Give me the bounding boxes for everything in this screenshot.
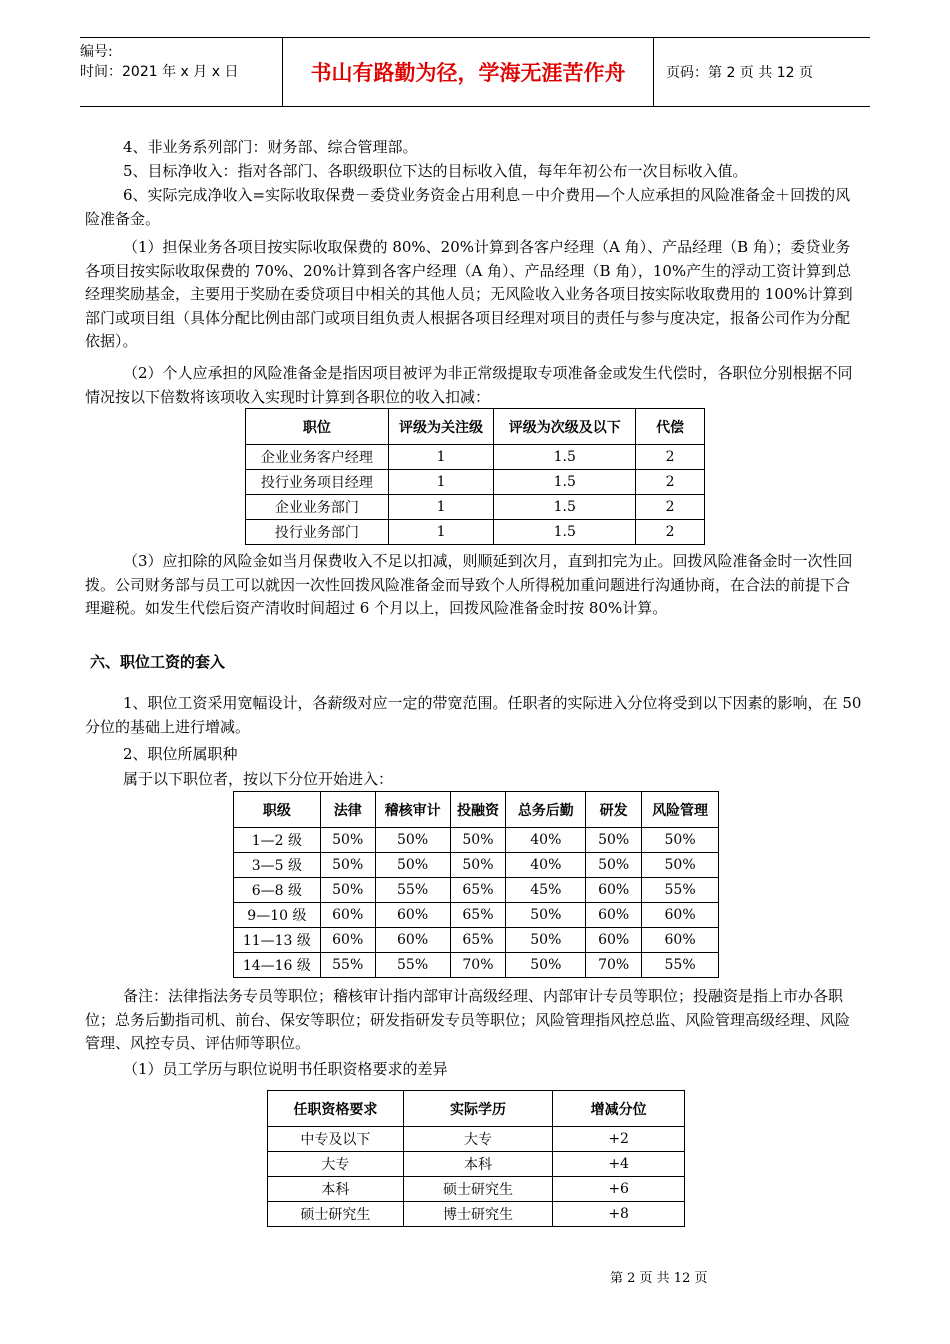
table-cell: 50% xyxy=(642,853,719,878)
table-cell: 硕士研究生 xyxy=(268,1202,404,1227)
table-cell: 50% xyxy=(320,828,375,853)
table-cell: +4 xyxy=(553,1152,685,1177)
table-cell: 65% xyxy=(450,903,506,928)
table-cell: 65% xyxy=(450,928,506,953)
grade-percentile-table xyxy=(233,791,719,978)
table-cell: 50% xyxy=(506,903,586,928)
table-header-cell: 任职资格要求 xyxy=(268,1091,404,1127)
table-cell: 投行业务项目经理 xyxy=(246,470,389,495)
table-cell: 60% xyxy=(642,928,719,953)
table-cell: +6 xyxy=(553,1177,685,1202)
table-cell: 1.5 xyxy=(494,520,636,545)
table-header-cell: 总务后勤 xyxy=(506,792,586,828)
table-cell: 50% xyxy=(375,853,450,878)
table-header-row xyxy=(268,1091,685,1127)
table-cell: 企业业务客户经理 xyxy=(246,445,389,470)
table-cell: 45% xyxy=(506,878,586,903)
table-row xyxy=(234,878,719,903)
table-cell: 1 xyxy=(388,520,494,545)
table-cell: 1 xyxy=(388,495,494,520)
table-cell: 50% xyxy=(642,828,719,853)
table-cell: 50% xyxy=(586,828,642,853)
doc-number-label: 编号: xyxy=(80,44,113,60)
table-cell: 11—13 级 xyxy=(234,928,321,953)
table-cell: 50% xyxy=(450,828,506,853)
paragraph-6-1: （1）担保业务各项目按实际收取保费的 80%、20%计算到各客户经理（A 角）、产品经理（B 角）；委贷业务各项目按实际收取保费的 70%、20%计算到各客户经理（A 角）、产品经理（B 角），10%产生的浮动工资计算到总经理奖励基金，主要用于奖励在委贷项目中相关的其他人员；无风险收入业务各项目按实际收取费用的 100%计算到部门或项目组（具体分配比例由部门或项目组负责人根据各项目经理对项目的责任与参与度决定，报备公司作为分配依据）。 xyxy=(85,238,853,350)
table-cell: 55% xyxy=(375,878,450,903)
page-footer: 第 2 页 共 12 页 xyxy=(610,1271,708,1286)
table-cell: 60% xyxy=(375,903,450,928)
table-row xyxy=(246,445,705,470)
table-cell: 本科 xyxy=(403,1152,553,1177)
table-cell: 本科 xyxy=(268,1177,404,1202)
table-cell: 60% xyxy=(586,878,642,903)
table-cell: 2 xyxy=(636,520,705,545)
table-cell: 50% xyxy=(506,928,586,953)
table-row xyxy=(234,828,719,853)
table-cell: 3—5 级 xyxy=(234,853,321,878)
table-cell: 50% xyxy=(506,953,586,978)
table-header-cell: 增减分位 xyxy=(553,1091,685,1127)
table-cell: 中专及以下 xyxy=(268,1127,404,1152)
table-row xyxy=(234,853,719,878)
table-cell: 大专 xyxy=(268,1152,404,1177)
table-cell: 55% xyxy=(375,953,450,978)
table-row xyxy=(234,953,719,978)
table-row xyxy=(246,470,705,495)
risk-multiplier-table xyxy=(245,408,705,545)
table-cell: 50% xyxy=(586,853,642,878)
paragraph-5: 5、目标净收入：指对各部门、各职级职位下达的目标收入值，每年年初公布一次目标收入值。 xyxy=(123,162,748,180)
table-cell: 6—8 级 xyxy=(234,878,321,903)
table-header-cell: 稽核审计 xyxy=(375,792,450,828)
table-cell: 大专 xyxy=(403,1127,553,1152)
table-row xyxy=(268,1152,685,1177)
table-cell: 50% xyxy=(320,853,375,878)
table-cell: 博士研究生 xyxy=(403,1202,553,1227)
paragraph-6: 6、实际完成净收入=实际收取保费－委贷业务资金占用利息－中介费用—个人应承担的风险准备金＋回拨的风险准备金。 xyxy=(85,186,851,228)
table-cell: 9—10 级 xyxy=(234,903,321,928)
table-cell: 投行业务部门 xyxy=(246,520,389,545)
paragraph-6-2: （2）个人应承担的风险准备金是指因项目被评为非正常级提取专项准备金或发生代偿时，各职位分别根据不同情况按以下倍数将该项收入实现时计算到各职位的收入扣减： xyxy=(85,364,853,406)
table-cell: 50% xyxy=(450,853,506,878)
table-cell: +2 xyxy=(553,1127,685,1152)
doc-date: 时间：2021 年 x 月 x 日 xyxy=(80,64,239,80)
table-header-cell: 职位 xyxy=(246,409,389,445)
note-paragraph: 备注：法律指法务专员等职位；稽核审计指内部审计高级经理、内部审计专员等职位；投融资是指上市办各职位；总务后勤指司机、前台、保安等职位；研发指研发专员等职位；风险管理指风控总监、风险管理高级经理、风险管理、风控专员、评估师等职位。 xyxy=(85,987,851,1052)
table-cell: 50% xyxy=(375,828,450,853)
table-header-cell: 评级为次级及以下 xyxy=(494,409,636,445)
table-row xyxy=(234,928,719,953)
table-cell: +8 xyxy=(553,1202,685,1227)
table-row xyxy=(268,1127,685,1152)
table-cell: 硕士研究生 xyxy=(403,1177,553,1202)
paragraph-s2-intro: 属于以下职位者，按以下分位开始进入： xyxy=(123,770,394,788)
table-cell: 1—2 级 xyxy=(234,828,321,853)
table-cell: 60% xyxy=(375,928,450,953)
table-cell: 55% xyxy=(642,878,719,903)
table-cell: 70% xyxy=(450,953,506,978)
table-cell: 企业业务部门 xyxy=(246,495,389,520)
table-cell: 60% xyxy=(642,903,719,928)
page-header xyxy=(80,37,870,107)
paragraph-sub1: （1）员工学历与职位说明书任职资格要求的差异 xyxy=(123,1060,448,1078)
table-cell: 1 xyxy=(388,445,494,470)
table-header-cell: 投融资 xyxy=(450,792,506,828)
paragraph-6-3: （3）应扣除的风险金如当月保费收入不足以扣减，则顺延到次月，直到扣完为止。回拨风险准备金时一次性回拨。公司财务部与员工可以就因一次性回拨风险准备金而导致个人所得税加重问题进行沟通协商，在合法的前提下合理避税。如发生代偿后资产清收时间超过 6 个月以上，回拨风险准备金时按 80%计算。 xyxy=(85,552,853,617)
header-left xyxy=(80,38,283,106)
table-cell: 60% xyxy=(320,903,375,928)
paragraph-s1: 1、职位工资采用宽幅设计，各薪级对应一定的带宽范围。任职者的实际进入分位将受到以下因素的影响，在 50 分位的基础上进行增减。 xyxy=(85,694,862,736)
header-motto: 书山有路勤为径，学海无涯苦作舟 xyxy=(283,38,654,106)
table-header-cell: 实际学历 xyxy=(403,1091,553,1127)
table-header-cell: 研发 xyxy=(586,792,642,828)
table-cell: 60% xyxy=(586,928,642,953)
table-header-cell: 风险管理 xyxy=(642,792,719,828)
table-cell: 50% xyxy=(320,878,375,903)
table-cell: 55% xyxy=(320,953,375,978)
header-page-info: 页码：第 2 页 共 12 页 xyxy=(666,65,813,81)
table-cell: 2 xyxy=(636,495,705,520)
table-header-row xyxy=(234,792,719,828)
education-adjustment-table xyxy=(267,1090,685,1227)
table-cell: 55% xyxy=(642,953,719,978)
table-row xyxy=(234,903,719,928)
table-header-cell: 职级 xyxy=(234,792,321,828)
table-cell: 1 xyxy=(388,470,494,495)
table-cell: 40% xyxy=(506,853,586,878)
table-cell: 1.5 xyxy=(494,445,636,470)
table-header-cell: 代偿 xyxy=(636,409,705,445)
table-cell: 14—16 级 xyxy=(234,953,321,978)
table-cell: 2 xyxy=(636,445,705,470)
section-heading-6: 六、职位工资的套入 xyxy=(90,653,226,671)
table-cell: 60% xyxy=(320,928,375,953)
table-header-row xyxy=(246,409,705,445)
table-cell: 70% xyxy=(586,953,642,978)
table-cell: 60% xyxy=(586,903,642,928)
paragraph-s2: 2、职位所属职种 xyxy=(123,745,238,763)
table-row xyxy=(246,495,705,520)
table-cell: 1.5 xyxy=(494,495,636,520)
table-row xyxy=(268,1202,685,1227)
table-cell: 1.5 xyxy=(494,470,636,495)
table-cell: 65% xyxy=(450,878,506,903)
table-cell: 2 xyxy=(636,470,705,495)
table-cell: 40% xyxy=(506,828,586,853)
table-row xyxy=(246,520,705,545)
table-header-cell: 法律 xyxy=(320,792,375,828)
table-header-cell: 评级为关注级 xyxy=(388,409,494,445)
paragraph-4: 4、非业务系列部门：财务部、综合管理部。 xyxy=(123,138,418,156)
table-row xyxy=(268,1177,685,1202)
